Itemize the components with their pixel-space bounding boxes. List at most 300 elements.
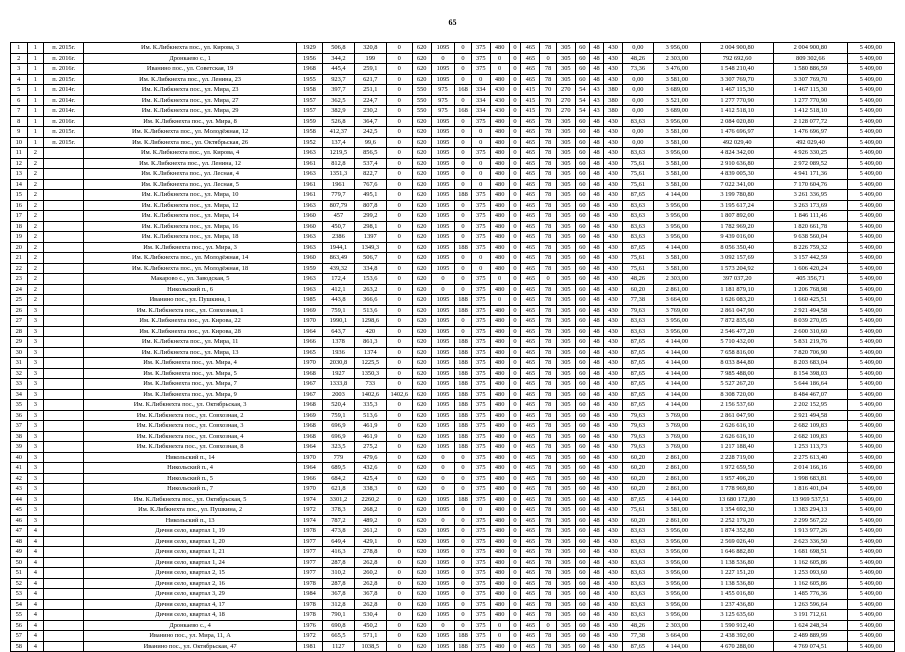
table-cell: 430 bbox=[604, 452, 623, 463]
table-cell: 620 bbox=[412, 232, 431, 243]
table-cell: 60 bbox=[575, 421, 589, 432]
table-cell: 78 bbox=[540, 358, 557, 369]
table-cell: 5 409,00 bbox=[847, 43, 894, 54]
table-cell: 1966 bbox=[296, 473, 322, 484]
table-cell: 620 bbox=[412, 463, 431, 474]
table-cell bbox=[44, 557, 84, 568]
table-cell: 305 bbox=[556, 568, 575, 579]
table-cell: 78 bbox=[540, 74, 557, 85]
table-cell: 1095 bbox=[431, 127, 455, 138]
table-cell: 375 bbox=[471, 431, 490, 442]
table-cell: 375 bbox=[471, 284, 490, 295]
table-cell: 3 956,00 bbox=[653, 557, 700, 568]
table-cell: 2 299 567,22 bbox=[774, 515, 847, 526]
table-cell: 480 bbox=[490, 484, 509, 495]
table-cell: 0 bbox=[455, 463, 472, 474]
table-cell: 48 bbox=[589, 116, 603, 127]
table-cell: 2 861,00 bbox=[653, 284, 700, 295]
table-cell bbox=[44, 568, 84, 579]
table-cell: 513,6 bbox=[354, 305, 386, 316]
table-cell: 5 409,00 bbox=[847, 610, 894, 621]
table-row bbox=[11, 284, 895, 295]
table-cell: 60 bbox=[575, 400, 589, 411]
table-cell: 465 bbox=[521, 547, 540, 558]
address-cell: Им. К.Либкнехта пос., ул. Совхозная, 3 bbox=[84, 421, 297, 432]
table-cell: 2 bbox=[27, 242, 44, 253]
table-cell: 0 bbox=[455, 221, 472, 232]
table-cell: 15 bbox=[11, 190, 28, 201]
table-cell: 1219,5 bbox=[322, 148, 354, 159]
table-cell: 432,6 bbox=[354, 463, 386, 474]
table-cell: 5 409,00 bbox=[847, 295, 894, 306]
table-cell: 8 bbox=[11, 116, 28, 127]
table-cell: 51 bbox=[11, 568, 28, 579]
table-row bbox=[11, 631, 895, 642]
table-cell: 3 bbox=[27, 452, 44, 463]
table-cell: 480 bbox=[490, 221, 509, 232]
table-cell: 465 bbox=[521, 400, 540, 411]
table-cell: 0,00 bbox=[623, 106, 654, 117]
table-cell: 3 581,00 bbox=[653, 137, 700, 148]
table-cell: 480 bbox=[490, 442, 509, 453]
table-cell: 620 bbox=[412, 274, 431, 285]
table-cell: 0 bbox=[455, 179, 472, 190]
table-cell: 2 bbox=[27, 274, 44, 285]
table-cell: 457 bbox=[322, 211, 354, 222]
table-cell: 48 bbox=[589, 421, 603, 432]
table-cell: 375 bbox=[471, 64, 490, 75]
table-cell: 3 581,00 bbox=[653, 169, 700, 180]
table-cell: 305 bbox=[556, 431, 575, 442]
table-cell: 3 956,00 bbox=[653, 200, 700, 211]
table-cell: 3 689,00 bbox=[653, 85, 700, 96]
table-cell: 1095 bbox=[431, 557, 455, 568]
table-cell: п. 2015г. bbox=[44, 127, 84, 138]
table-cell bbox=[44, 158, 84, 169]
table-cell: 443,8 bbox=[322, 295, 354, 306]
address-cell: Дронкаево с., 4 bbox=[84, 620, 297, 631]
table-cell: 0 bbox=[509, 368, 521, 379]
table-cell: 60,20 bbox=[623, 484, 654, 495]
table-row bbox=[11, 484, 895, 495]
table-cell: 1 782 969,20 bbox=[701, 221, 774, 232]
table-cell: 305 bbox=[556, 515, 575, 526]
table-cell: 2 bbox=[27, 158, 44, 169]
table-cell: 60,20 bbox=[623, 284, 654, 295]
table-cell: 188 bbox=[455, 400, 472, 411]
table-cell: 1960 bbox=[296, 211, 322, 222]
address-cell: Дичня село, квартал 2, 16 bbox=[84, 578, 297, 589]
table-cell: 620 bbox=[412, 431, 431, 442]
table-cell: 620 bbox=[412, 326, 431, 337]
table-cell: 0 bbox=[455, 526, 472, 537]
table-cell: 60 bbox=[575, 211, 589, 222]
table-cell: 1960 bbox=[296, 253, 322, 264]
table-cell: 75,61 bbox=[623, 179, 654, 190]
table-cell: 430 bbox=[604, 263, 623, 274]
table-cell: 39 bbox=[11, 442, 28, 453]
table-cell: 530,4 bbox=[354, 610, 386, 621]
table-cell: 1095 bbox=[431, 358, 455, 369]
table-cell: 305 bbox=[556, 368, 575, 379]
table-cell: 305 bbox=[556, 190, 575, 201]
table-cell: 0 bbox=[386, 599, 412, 610]
table-row bbox=[11, 400, 895, 411]
table-cell: 1350,3 bbox=[354, 368, 386, 379]
table-row bbox=[11, 379, 895, 390]
table-cell: 0 bbox=[509, 547, 521, 558]
table-cell: 87,65 bbox=[623, 389, 654, 400]
address-cell: Им. К.Либкнехта пос., ул. Совхозная, 2 bbox=[84, 410, 297, 421]
table-cell: 305 bbox=[556, 295, 575, 306]
table-cell: 3 bbox=[27, 442, 44, 453]
table-cell: 83,63 bbox=[623, 547, 654, 558]
table-row bbox=[11, 53, 895, 64]
table-cell: 5 409,00 bbox=[847, 53, 894, 64]
table-cell: 480 bbox=[490, 305, 509, 316]
table-cell: 375 bbox=[471, 473, 490, 484]
table-cell: 0 bbox=[471, 263, 490, 274]
table-cell: 1095 bbox=[431, 547, 455, 558]
table-cell: 0 bbox=[509, 505, 521, 516]
table-cell: 60 bbox=[575, 127, 589, 138]
table-cell: 188 bbox=[455, 190, 472, 201]
table-cell: 375 bbox=[471, 400, 490, 411]
table-cell: 18 bbox=[11, 221, 28, 232]
table-cell bbox=[44, 263, 84, 274]
table-cell: 430 bbox=[604, 368, 623, 379]
table-cell: 188 bbox=[455, 347, 472, 358]
table-cell: 430 bbox=[604, 379, 623, 390]
table-cell: 2 546 477,20 bbox=[701, 326, 774, 337]
table-cell: 465 bbox=[521, 284, 540, 295]
table-cell: 480 bbox=[490, 137, 509, 148]
table-cell: 1095 bbox=[431, 148, 455, 159]
table-cell: 1972 bbox=[296, 631, 322, 642]
table-cell: 1 913 977,26 bbox=[774, 526, 847, 537]
table-cell: 305 bbox=[556, 557, 575, 568]
table-cell: 13 680 172,80 bbox=[701, 494, 774, 505]
table-cell: 429,1 bbox=[354, 536, 386, 547]
table-cell: 2 682 109,83 bbox=[774, 421, 847, 432]
table-cell: 3 581,00 bbox=[653, 253, 700, 264]
table-cell: 480 bbox=[490, 169, 509, 180]
table-cell: 0 bbox=[490, 274, 509, 285]
table-cell: 78 bbox=[540, 631, 557, 642]
table-row bbox=[11, 179, 895, 190]
table-cell: 2 861,00 bbox=[653, 515, 700, 526]
table-cell: 305 bbox=[556, 148, 575, 159]
table-cell: 480 bbox=[490, 242, 509, 253]
table-cell: 465 bbox=[521, 431, 540, 442]
table-cell: 48 bbox=[589, 473, 603, 484]
address-cell: Им. К.Либкнехта пос., ул. Мира, 11 bbox=[84, 337, 297, 348]
table-cell: 465 bbox=[521, 232, 540, 243]
table-row bbox=[11, 337, 895, 348]
address-cell: Им. К.Либкнехта пос., ул. Октябрьская, 5 bbox=[84, 494, 297, 505]
table-cell: 1 467 115,30 bbox=[774, 85, 847, 96]
table-cell: 465 bbox=[521, 610, 540, 621]
table-cell: 1 263 596,64 bbox=[774, 599, 847, 610]
table-cell: 0 bbox=[455, 127, 472, 138]
table-cell: 0 bbox=[509, 557, 521, 568]
table-cell: 1970 bbox=[296, 484, 322, 495]
table-cell: 60 bbox=[575, 179, 589, 190]
table-cell: 55 bbox=[11, 610, 28, 621]
table-cell: 2 910 636,80 bbox=[701, 158, 774, 169]
table-cell: 0 bbox=[509, 494, 521, 505]
table-cell: 1 354 692,30 bbox=[701, 505, 774, 516]
table-cell: 375 bbox=[471, 599, 490, 610]
table-cell: 60 bbox=[575, 158, 589, 169]
table-cell: 48 bbox=[589, 148, 603, 159]
table-cell: 48 bbox=[589, 536, 603, 547]
table-cell: 0 bbox=[455, 116, 472, 127]
table-cell: 305 bbox=[556, 526, 575, 537]
table-cell: 4 144,00 bbox=[653, 358, 700, 369]
table-cell: 60 bbox=[575, 221, 589, 232]
table-cell: 620 bbox=[412, 620, 431, 631]
table-cell: 492 029,40 bbox=[701, 137, 774, 148]
address-cell: Им. К.Либкнехта пос., ул. Мира, 8 bbox=[84, 116, 297, 127]
table-cell: 48 bbox=[589, 179, 603, 190]
table-cell: 5 409,00 bbox=[847, 568, 894, 579]
table-cell: 60,20 bbox=[623, 463, 654, 474]
table-cell: 1968 bbox=[296, 368, 322, 379]
table-cell: 87,65 bbox=[623, 379, 654, 390]
table-row bbox=[11, 589, 895, 600]
table-cell: 48 bbox=[589, 221, 603, 232]
table-cell: 3 956,00 bbox=[653, 211, 700, 222]
address-cell: Им. К.Либкнехта пос., ул. Пушкина, 2 bbox=[84, 505, 297, 516]
table-cell: 305 bbox=[556, 442, 575, 453]
table-cell: 3 956,00 bbox=[653, 148, 700, 159]
table-cell: 0 bbox=[386, 494, 412, 505]
table-cell: 78 bbox=[540, 211, 557, 222]
table-cell: 1 590 912,40 bbox=[701, 620, 774, 631]
address-cell: Дичня село, квартал 1, 24 bbox=[84, 557, 297, 568]
table-cell: 0 bbox=[386, 148, 412, 159]
table-cell: 1956 bbox=[296, 53, 322, 64]
table-cell: 465 bbox=[521, 200, 540, 211]
table-cell: 75,61 bbox=[623, 169, 654, 180]
table-cell: 0 bbox=[386, 179, 412, 190]
table-cell: 5 409,00 bbox=[847, 127, 894, 138]
table-cell: 12 bbox=[11, 158, 28, 169]
table-cell: 0 bbox=[509, 64, 521, 75]
table-cell: 48 bbox=[11, 536, 28, 547]
address-cell: Им. К.Либкнехта пос., ул. Совхозная, 4 bbox=[84, 431, 297, 442]
table-cell: 60 bbox=[575, 515, 589, 526]
table-cell: 0 bbox=[509, 221, 521, 232]
table-cell: 489,2 bbox=[354, 515, 386, 526]
table-cell: 430 bbox=[604, 599, 623, 610]
table-cell: 305 bbox=[556, 232, 575, 243]
table-cell: 465 bbox=[521, 484, 540, 495]
table-cell: 2 275 613,40 bbox=[774, 452, 847, 463]
table-cell: 620 bbox=[412, 452, 431, 463]
table-cell: 480 bbox=[490, 74, 509, 85]
table-cell: 375 bbox=[471, 316, 490, 327]
table-cell: 375 bbox=[471, 43, 490, 54]
table-cell: 1977 bbox=[296, 568, 322, 579]
table-cell: 465 bbox=[521, 64, 540, 75]
table-cell: 1 253 113,73 bbox=[774, 442, 847, 453]
table-cell: 60 bbox=[575, 148, 589, 159]
table-cell bbox=[44, 400, 84, 411]
table-cell: 305 bbox=[556, 284, 575, 295]
table-cell: 305 bbox=[556, 158, 575, 169]
table-cell: 465 bbox=[521, 473, 540, 484]
table-cell: 1 998 683,81 bbox=[774, 473, 847, 484]
table-cell: 465 bbox=[521, 274, 540, 285]
table-cell: 1095 bbox=[431, 631, 455, 642]
table-row bbox=[11, 316, 895, 327]
table-cell: 620 bbox=[412, 389, 431, 400]
table-cell: 168 bbox=[455, 106, 472, 117]
table-cell: 375 bbox=[471, 53, 490, 64]
address-cell: Дичня село, квартал 1, 20 bbox=[84, 536, 297, 547]
table-cell: 48 bbox=[589, 442, 603, 453]
table-cell: 1095 bbox=[431, 536, 455, 547]
table-cell: 480 bbox=[490, 578, 509, 589]
table-cell: 0 bbox=[386, 421, 412, 432]
table-cell: 620 bbox=[412, 358, 431, 369]
table-cell: 465 bbox=[521, 316, 540, 327]
table-cell: 1969 bbox=[296, 410, 322, 421]
table-cell: 262,8 bbox=[354, 599, 386, 610]
table-cell: 4 144,00 bbox=[653, 190, 700, 201]
table-cell: 5 409,00 bbox=[847, 221, 894, 232]
table-cell bbox=[44, 242, 84, 253]
table-cell: 1095 bbox=[431, 379, 455, 390]
table-cell: 32 bbox=[11, 368, 28, 379]
table-cell: 310,2 bbox=[322, 568, 354, 579]
table-cell: 48 bbox=[589, 505, 603, 516]
table-cell: 0 bbox=[455, 74, 472, 85]
address-cell: Иванино пос., ул. Мира, 11, А bbox=[84, 631, 297, 642]
table-cell: 2 bbox=[11, 53, 28, 64]
table-cell: 1095 bbox=[431, 253, 455, 264]
table-row bbox=[11, 421, 895, 432]
table-cell: 60 bbox=[575, 484, 589, 495]
table-cell: 3 581,00 bbox=[653, 505, 700, 516]
table-cell: 430 bbox=[604, 43, 623, 54]
table-cell: 479,6 bbox=[354, 452, 386, 463]
table-cell: 550 bbox=[412, 106, 431, 117]
address-cell: Им. К.Либкнехта пос., ул. Ленина, 23 bbox=[84, 74, 297, 85]
table-cell: 0 bbox=[471, 127, 490, 138]
table-cell: 1225,5 bbox=[354, 358, 386, 369]
table-cell: 5 409,00 bbox=[847, 211, 894, 222]
table-cell: 5 409,00 bbox=[847, 232, 894, 243]
table-cell: 60 bbox=[575, 305, 589, 316]
table-cell: 2 921 494,58 bbox=[774, 410, 847, 421]
table-cell: 375 bbox=[471, 368, 490, 379]
table-cell: 87,65 bbox=[623, 400, 654, 411]
table-cell: п. 2015г. bbox=[44, 137, 84, 148]
table-cell: 60 bbox=[575, 536, 589, 547]
table-cell: 60 bbox=[575, 200, 589, 211]
table-cell: 856,5 bbox=[354, 148, 386, 159]
table-cell: 305 bbox=[556, 578, 575, 589]
table-cell: 480 bbox=[490, 379, 509, 390]
table-cell: 0 bbox=[431, 284, 455, 295]
table-cell: 0 bbox=[455, 578, 472, 589]
table-cell: 1 bbox=[27, 53, 44, 64]
table-cell: 77,38 bbox=[623, 295, 654, 306]
table-cell: 0 bbox=[509, 400, 521, 411]
table-cell: 430 bbox=[604, 610, 623, 621]
table-row bbox=[11, 410, 895, 421]
table-cell: 305 bbox=[556, 137, 575, 148]
table-cell: 1095 bbox=[431, 400, 455, 411]
table-cell: 334 bbox=[471, 85, 490, 96]
address-cell: Им. К.Либкнехта пос., ул. Совхозная, 8 bbox=[84, 442, 297, 453]
table-cell: 60 bbox=[575, 337, 589, 348]
table-cell: 1 bbox=[27, 127, 44, 138]
table-cell: 1 548 210,40 bbox=[701, 64, 774, 75]
table-cell: 0 bbox=[386, 169, 412, 180]
address-cell: Им. К.Либкнехта пос., ул. Лесная, 4 bbox=[84, 169, 297, 180]
table-cell: 430 bbox=[604, 242, 623, 253]
table-cell: 60 bbox=[575, 295, 589, 306]
table-cell bbox=[44, 599, 84, 610]
table-cell: 375 bbox=[471, 463, 490, 474]
table-cell: 60 bbox=[575, 473, 589, 484]
table-cell: 513,6 bbox=[354, 410, 386, 421]
table-cell: 45 bbox=[11, 505, 28, 516]
table-cell: 0 bbox=[386, 368, 412, 379]
table-cell: 375 bbox=[471, 410, 490, 421]
table-cell: 375 bbox=[471, 242, 490, 253]
table-cell: 3 157 442,59 bbox=[774, 253, 847, 264]
table-cell: 0 bbox=[386, 631, 412, 642]
table-cell: 49 bbox=[11, 547, 28, 558]
table-cell: 87,65 bbox=[623, 347, 654, 358]
table-cell: 188 bbox=[455, 631, 472, 642]
table-cell: 445,4 bbox=[322, 64, 354, 75]
table-cell: 60 bbox=[575, 557, 589, 568]
table-cell: 375 bbox=[471, 494, 490, 505]
table-cell: п. 2015г. bbox=[44, 43, 84, 54]
table-cell: 60 bbox=[575, 389, 589, 400]
table-cell: 312,8 bbox=[322, 599, 354, 610]
table-row bbox=[11, 358, 895, 369]
table-cell: 0 bbox=[509, 316, 521, 327]
table-cell: 0 bbox=[509, 148, 521, 159]
table-cell: 1095 bbox=[431, 158, 455, 169]
table-cell: 0 bbox=[455, 43, 472, 54]
table-cell: 480 bbox=[490, 158, 509, 169]
table-cell: 0 bbox=[386, 463, 412, 474]
table-cell: 430 bbox=[604, 557, 623, 568]
address-cell: Им. К.Либкнехта пос., ул. Мира, 18 bbox=[84, 232, 297, 243]
table-cell: 230,2 bbox=[354, 106, 386, 117]
table-cell bbox=[44, 442, 84, 453]
table-cell: 0 bbox=[490, 53, 509, 64]
table-cell: 430 bbox=[604, 631, 623, 642]
table-cell: 4 bbox=[27, 610, 44, 621]
table-cell: 1 476 696,97 bbox=[701, 127, 774, 138]
table-cell: 287,8 bbox=[322, 557, 354, 568]
table-cell: 2 861 047,90 bbox=[701, 410, 774, 421]
table-cell: 3 307 769,70 bbox=[701, 74, 774, 85]
table-cell: 83,63 bbox=[623, 316, 654, 327]
table-cell: 5 409,00 bbox=[847, 74, 894, 85]
table-cell: 0 bbox=[509, 421, 521, 432]
table-cell: 5 409,00 bbox=[847, 316, 894, 327]
